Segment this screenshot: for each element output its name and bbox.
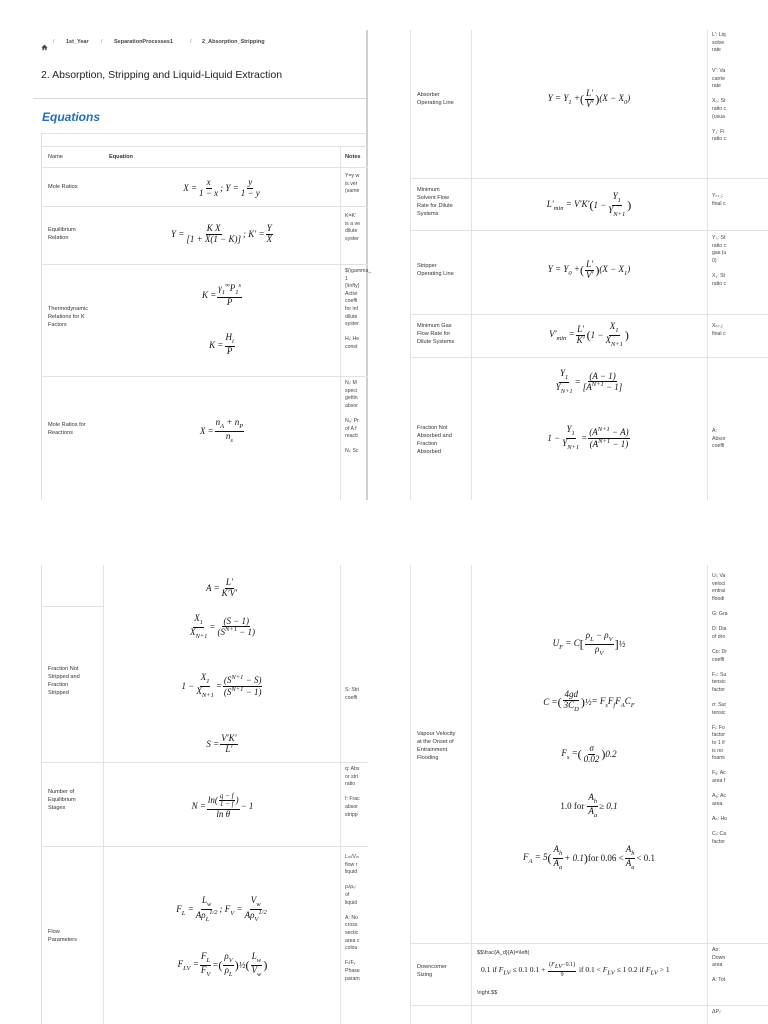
equation-fraction-not-stripped: $\frac{X_1}{X_{N+1}}$ = $\frac{(S - 1)}{(S^{N+1} - 1)}$ — [189, 612, 256, 640]
equation-equilibrium-stages: N = ln( $\frac{q - f}{1 - f}$ ) ln θ − 1 — [191, 791, 254, 819]
breadcrumb-separation-processes[interactable]: SeparationProcesses1 — [114, 39, 174, 45]
equation-minimum-gas-flow: $V'_{min}$ = $\frac{L'}{K'}$ ( 1 − $\frac{X_1}{X_{N+1}}$ ) — [549, 320, 629, 348]
table-border — [410, 30, 411, 500]
table-border — [707, 565, 708, 1024]
equation-k-factor-activity: K = $\frac{\gamma_1^\infty P_1^s}{P}$ — [201, 281, 242, 307]
note-minimum-solvent-flow: Yₙ₊₁: final c — [712, 193, 726, 207]
page-title: 2. Absorption, Stripping and Liquid-Liquid Extraction — [41, 69, 283, 81]
note-equilibrium-stages: q: Abs or stri ratio f: Frac absor stripp — [345, 766, 360, 818]
row-divider — [410, 230, 768, 231]
row-divider — [410, 943, 768, 944]
row-divider — [41, 606, 103, 607]
equation-flow-parameter-ratio: $F_{LV}$ = $\frac{F_L}{F_V}$ = ( $\frac{\rho_V}{\rho_L}$ ) ½ ( $\frac{L_w}{V_w}$ ) — [177, 950, 268, 978]
column-header-notes: Notes — [345, 154, 361, 160]
row-divider — [41, 167, 368, 168]
equation-stripping-factor: S = $\frac{V'K'}{L'}$ — [206, 733, 237, 754]
note-stripper-operating-line: Y₀: St ratio c gas (u 0) X₁: St ratio c — [712, 235, 727, 287]
row-name-minimum-solvent-flow: Minimum Solvent Flow Rate for Dilute Systems — [417, 187, 453, 217]
breadcrumb-absorption-stripping[interactable]: 2_Absorption_Stripping — [202, 39, 265, 45]
equation-fraction-not-absorbed: $\frac{Y_1}{Y_{N+1}}$ = $\frac{(A - 1)}{[A^{N+1} - 1]}$ — [555, 367, 623, 395]
row-divider — [410, 314, 768, 315]
row-name-downcomer-sizing: Downcomer Sizing — [417, 964, 447, 978]
row-name-thermodynamic-relations: Thermodynamic Relations for K Factors — [48, 306, 89, 328]
row-name-fraction-not-stripped: Fraction Not Stripped and Fraction Stripped — [48, 666, 80, 696]
table-border — [41, 565, 42, 1024]
row-name-mole-ratios-reactions: Mole Ratios for Reactions — [48, 422, 86, 436]
equation-stripper-operating-line: $Y = Y_0$ + ( $\frac{L'}{V'}$ ) $(X - X_1)$ — [547, 259, 631, 280]
equation-area-factor-high: 1.0 for $\frac{A_h}{A_a}$ ≥ 0.1 — [560, 791, 618, 819]
breadcrumb-1st-year[interactable]: 1st_Year — [66, 39, 89, 45]
equation-mole-ratios-reactions: X = $\frac{n_A + n_P}{n_s}$ — [199, 416, 244, 444]
table-border — [340, 146, 341, 500]
row-divider — [410, 1005, 768, 1006]
table-border — [41, 133, 368, 134]
table-border — [471, 30, 472, 500]
note-mole-ratios-reactions: Nᵢ: M speci gettin absor Nᵤ: Pr of A f reacti Nᵢ: Sc — [345, 380, 359, 455]
row-name-absorber-operating-line: Absorber Operating Line — [417, 92, 454, 106]
breadcrumb-separator: / — [53, 39, 55, 45]
equation-absorber-operating-line: $Y = Y_1$ + ( $\frac{L'}{V'}$ ) $(X - X_0)$ — [547, 88, 631, 109]
table-border — [103, 565, 104, 1024]
row-name-flow-parameters: Flow Parameters — [48, 929, 77, 943]
equation-flooding-velocity: $U_F = C$ [ $\frac{\rho_L - \rho_V}{\rho_V}$ ] ½ — [552, 629, 626, 657]
note-downcomer-sizing: Aᴅ: Down area A: Tot — [712, 947, 726, 984]
breadcrumb-separator: / — [101, 39, 103, 45]
section-heading: Equations — [42, 110, 101, 124]
note-fraction-absorbed: A: Absor coeffi — [712, 428, 726, 450]
note-flow-parameters: Lₘ/Vₘ flow r liquid ρₗ/ρᵥ: of liquid A: No cross sectic area c colou Fₗ/Fᵥ Phase param — [345, 854, 360, 982]
equation-capacity-parameter: C = ( $\frac{4gd}{3C_D}$ ) ½ = $F_sF_fF_AC_F$ — [543, 689, 635, 713]
row-name-equilibrium-relation: Equilibrium Relation — [48, 227, 76, 241]
breadcrumb-separator: / — [190, 39, 192, 45]
equation-downcomer-sizing: 0.1 if $F_{LV} \le 0.1$ 0.1 + $\frac{(F_{LV}-0.1)}{9}$ if $0.1 < F_{LV} \le 1$ 0.2 if $F_{LV} > 1$ — [481, 962, 670, 978]
table-border — [471, 565, 472, 1024]
equation-minimum-solvent-flow: $L'_{min} = V'K'$ ( 1 − $\frac{Y_1}{Y_{N+1}}$ ) — [546, 190, 632, 218]
header-top-line — [41, 146, 368, 147]
note-equilibrium-relation: K=K' is a ve dilute syster — [345, 213, 360, 242]
equation-raw-latex-line-1: $$\frac{A_d}{A}=\left( — [477, 950, 530, 956]
title-divider — [33, 98, 368, 99]
equation-equilibrium-relation: Y = $\frac{\text{K X}}{[1 + X(1 - K)]}$ ; K′ = $\frac{Y}{X}$ — [170, 223, 273, 244]
equation-fraction-absorbed: 1 − $\frac{Y_1}{Y_{N+1}}$ = $\frac{(A^{N+1} - A)}{(A^{N+1} - 1)}$ — [547, 423, 629, 451]
note-absorber-operating-line: V': Va carrie rate X₀: St ratio c (usua Y₁: Fi ratio c — [712, 68, 727, 143]
equation-text: 1.0 for — [560, 801, 585, 811]
equation-k-factor-henry: K = $\frac{H_i}{P}$ — [209, 332, 234, 357]
table-border — [410, 565, 411, 1024]
note-stripping-factor: S: Stri coeffi — [345, 687, 360, 701]
row-divider — [410, 357, 768, 358]
equation-mole-ratios: X = $\frac{x}{1 - x}$ ; Y = $\frac{y}{1 - y}$ — [183, 177, 260, 198]
panel-bottom-left — [0, 565, 368, 1024]
note-thermodynamic-relations: $(\gamma_ 1 {\infty} Activi coeffi for inf dilute syster Hᵢ: He const — [345, 268, 372, 350]
note-solvent-flow: L': Liq solve rate — [712, 32, 726, 54]
panel-bottom-right — [410, 565, 768, 1024]
home-icon[interactable] — [41, 38, 48, 56]
row-name-stripper-operating-line: Stripper Operating Line — [417, 263, 454, 277]
row-name-mole-ratios: Mole Ratios — [48, 184, 78, 190]
note-minimum-gas-flow: Xₙ₊₁: final c — [712, 323, 726, 337]
equation-area-factor-low: $F_A = 5$ ( $\frac{A_h}{A_a}$ + 0.1 ) for 0.06 < $\frac{A_h}{A_a}$ < 0.1 — [522, 843, 656, 871]
column-header-name: Name — [48, 154, 63, 160]
table-border — [707, 30, 708, 500]
row-divider — [410, 178, 768, 179]
note-vapour-velocity: Uᵢ: Va veloci entrai floodi G: Gra D: Dia of dro Cᴅ: Dr coeffi Fₛ: Su tensic factor σ: Sur tensic Fᵢ: Fo factor to 1 if is no foami Fₐ: Ac area f Aₐ: Ac area Aₕ: Ho Cᵢ: Ca factor — [712, 573, 728, 845]
table-border — [41, 133, 42, 500]
row-divider — [41, 264, 368, 265]
column-header-equation: Equation — [109, 154, 133, 160]
panel-top-right — [410, 0, 768, 500]
equation-flow-parameters: $F_L$ = $\frac{L_w}{A\rho_L^{1/2}}$ ; $F_V$ = $\frac{V_w}{A\rho_V^{1/2}}$ — [176, 895, 267, 923]
equation-raw-latex-line-3: \right.$$ — [477, 990, 498, 996]
row-name-fraction-not-absorbed: Fraction Not Absorbed and Fraction Absorbed — [417, 425, 452, 455]
equation-fraction-stripped: 1 − $\frac{X_1}{X_{N+1}}$ = $\frac{(S^{N+1} - S)}{(S^{N+1} - 1)}$ — [181, 671, 262, 699]
table-border — [340, 565, 341, 1024]
equation-absorption-factor: A = $\frac{L'}{K'V'}$ — [205, 577, 238, 598]
row-divider — [41, 762, 368, 763]
row-divider — [41, 206, 368, 207]
note-pressure-drop: ΔPᵢ: — [712, 1009, 722, 1015]
equation-surface-tension-factor: $F_s$ = ( $\frac{\sigma}{0.02}$ ) 0.2 — [561, 743, 617, 764]
row-divider — [41, 376, 368, 377]
row-name-minimum-gas-flow: Minimum Gas Flow Rate for Dilute Systems — [417, 323, 455, 345]
row-divider — [41, 846, 368, 847]
note-mole-ratios: Y=y w is ver (same — [345, 173, 360, 195]
row-name-vapour-velocity: Vapour Velocity at the Onset of Entrainment Flooding — [417, 731, 456, 761]
panel-top-left — [0, 0, 372, 500]
row-name-equilibrium-stages: Number of Equilibrium Stages — [48, 789, 76, 811]
